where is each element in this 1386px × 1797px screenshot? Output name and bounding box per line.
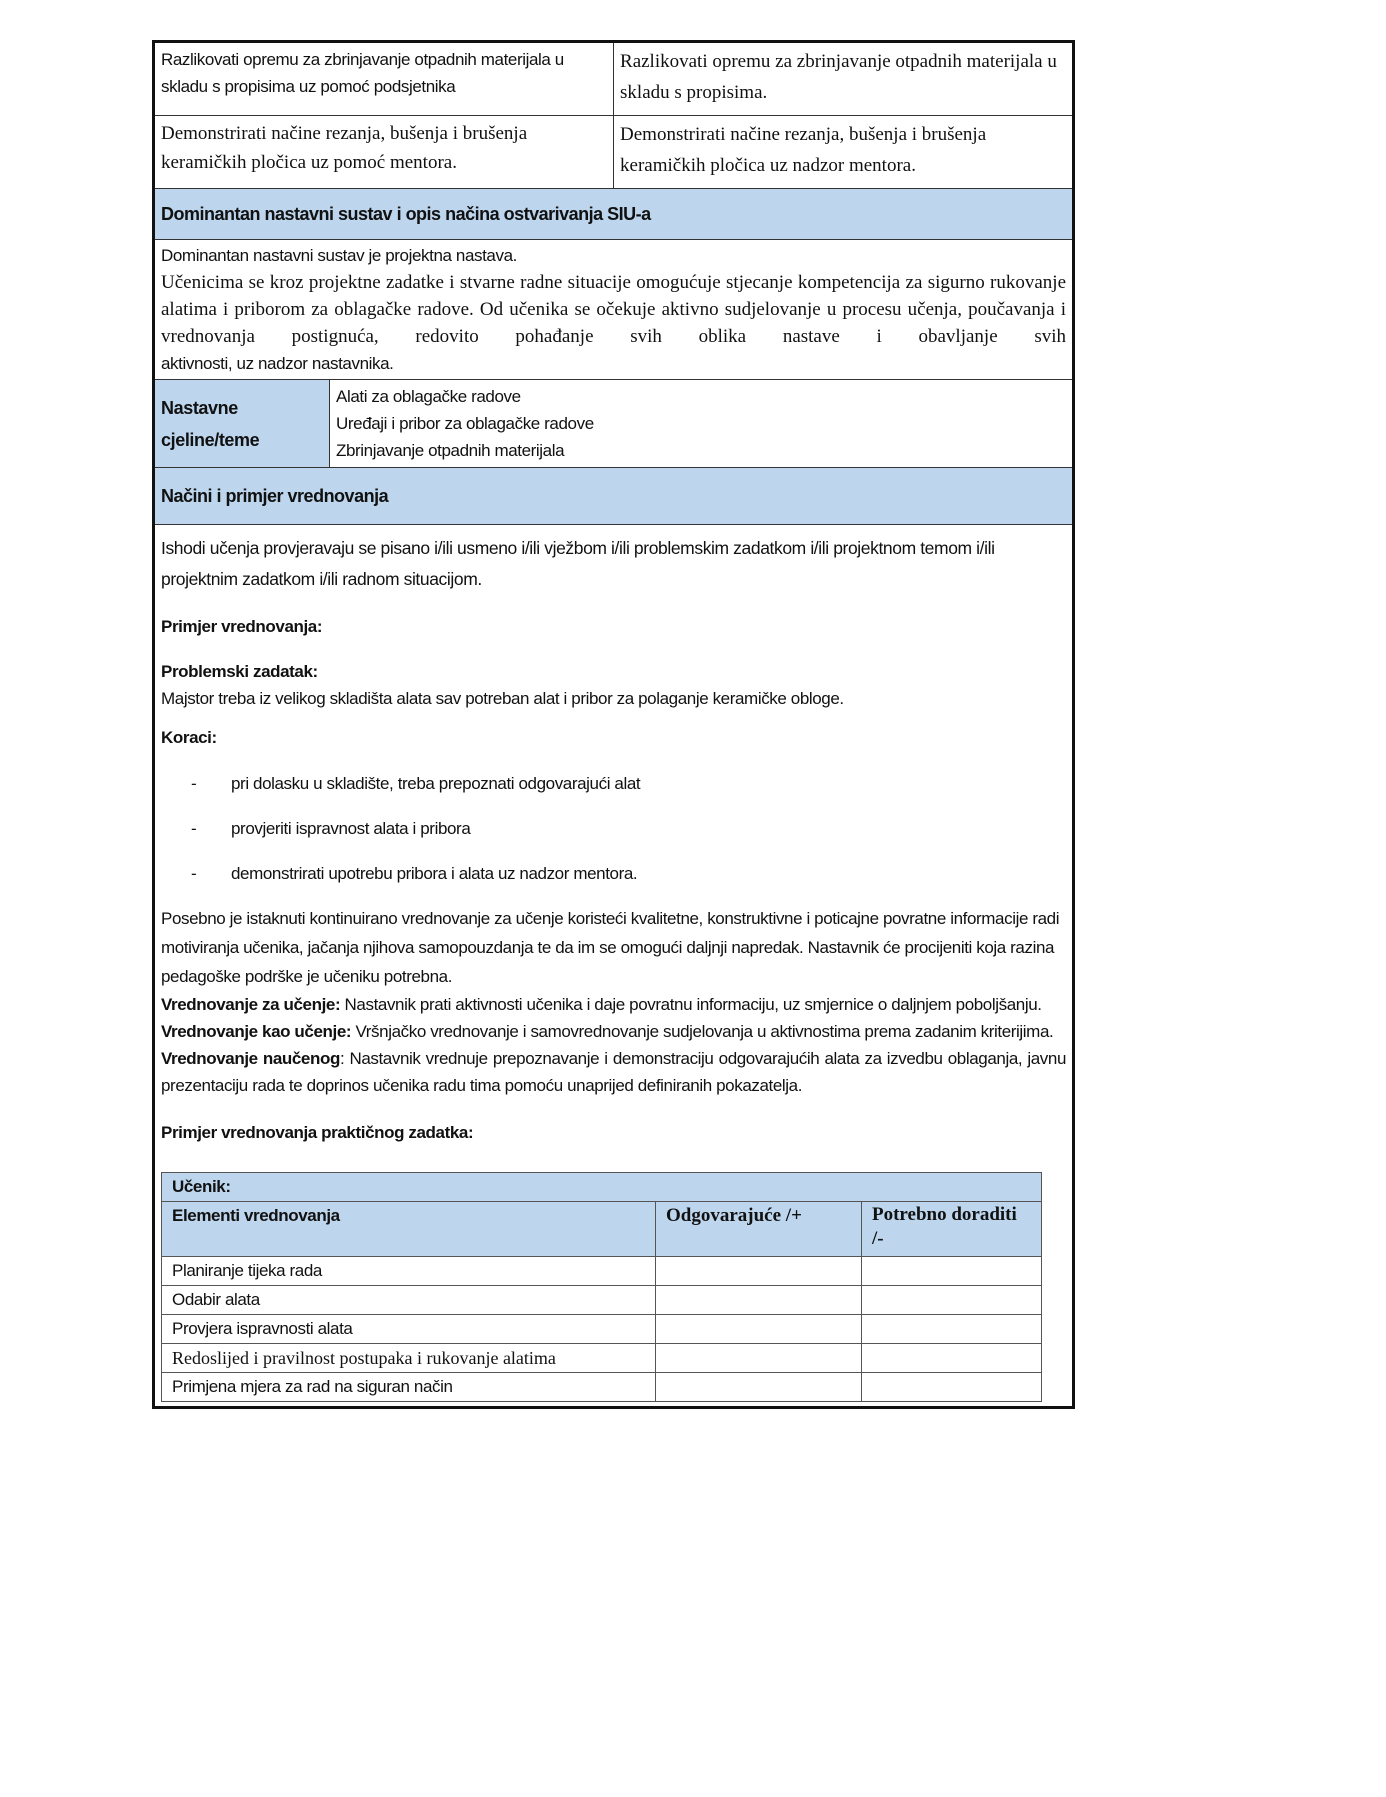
rubric-row xyxy=(162,1286,1042,1315)
of-learning-paragraph xyxy=(161,1045,1066,1099)
rubric-adequate-cell[interactable] xyxy=(656,1373,862,1402)
step-item xyxy=(161,761,1066,806)
rubric-improve-cell[interactable] xyxy=(862,1373,1042,1402)
of-learning-label: Vrednovanje naučenog xyxy=(161,1049,340,1068)
steps-heading: Koraci: xyxy=(161,728,217,747)
for-learning-label: Vrednovanje za učenje: xyxy=(161,995,341,1014)
dash-bullet-icon: - xyxy=(191,864,197,883)
problem-text: Majstor treba iz velikog skladišta alata sav potreban alat i pribor za polaganje keramičke obloge. xyxy=(161,689,844,708)
step-item xyxy=(161,806,1066,851)
rubric-improve-cell[interactable] xyxy=(862,1286,1042,1315)
themes-label-line1: Nastavne xyxy=(161,397,238,418)
rubric-improve-cell[interactable] xyxy=(862,1257,1042,1286)
outcome-row xyxy=(154,116,1074,189)
step-text: provjeriti ispravnost alata i pribora xyxy=(231,819,471,838)
as-learning-paragraph xyxy=(161,1018,1066,1045)
problem-heading: Problemski zadatak: xyxy=(161,662,318,681)
rubric-row xyxy=(162,1257,1042,1286)
evaluation-body xyxy=(154,525,1074,1408)
theme-item: Uređaji i pribor za oblagačke radove xyxy=(336,414,594,433)
step-text: pri dolasku u skladište, treba prepoznati odgovarajući alat xyxy=(231,774,641,793)
rubric-col-header: Elementi vrednovanja xyxy=(162,1202,656,1257)
continuous-evaluation-text: Posebno je istaknuti kontinuirano vrednovanje za učenje koristeći kvalitetne, konstruktivne i poticajne povratne informacije radi motiviranja učenika, jačanja njihova samopouzdanja te da im se omogući daljnji napredak. Nastavnik će procijeniti koja razina pedagoške podrške je učeniku potrebna. xyxy=(161,909,1060,986)
rubric-student-label: Učenik: xyxy=(162,1173,1042,1202)
rubric-element: Primjena mjera za rad na siguran način xyxy=(162,1373,656,1402)
outcome-left-cell: Demonstrirati načine rezanja, bušenja i brušenja keramičkih pločica uz pomoć mentora. xyxy=(154,116,614,189)
themes-list xyxy=(330,380,1074,468)
teaching-system-heading: Dominantan nastavni sustav i opis načina ostvarivanja SIU-a xyxy=(154,189,1074,240)
document-page xyxy=(152,40,1072,1409)
rubric-row xyxy=(162,1315,1042,1344)
teaching-system-text: Učenicima se kroz projektne zadatke i stvarne radne situacije omogućuje stjecanje kompetencija za sigurno rukovanje alatima i priborom za oblagačke radove. Od učenika se očekuje aktivno sudjelovanje u procesu učenja, poučavanja i vrednovanja postignuća, redovito pohađanje svih oblika nastave i obavljanje svih xyxy=(161,272,1067,347)
rubric-table xyxy=(161,1172,1042,1402)
as-learning-text: Vršnjačko vrednovanje i samovrednovanje sudjelovanja u aktivnostima prema zadanim kriterijima. xyxy=(351,1022,1054,1041)
teaching-system-last-line: aktivnosti, uz nadzor nastavnika. xyxy=(161,354,394,373)
outcome-left-cell: Razlikovati opremu za zbrinjavanje otpadnih materijala u skladu s propisima uz pomoć podsjetnika xyxy=(154,42,614,116)
step-item xyxy=(161,851,1066,896)
rubric-improve-cell[interactable] xyxy=(862,1315,1042,1344)
evaluation-intro: Ishodi učenja provjeravaju se pisano i/ili usmeno i/ili vježbom i/ili problemskim zadatkom i/ili projektnom temom i/ili projektnim zadatkom i/ili radnom situacijom. xyxy=(161,538,995,589)
rubric-row xyxy=(162,1373,1042,1402)
outcome-right-cell: Demonstrirati načine rezanja, bušenja i brušenja keramičkih pločica uz nadzor mentora. xyxy=(614,116,1074,189)
of-learning-text: : Nastavnik vrednuje prepoznavanje i demonstraciju odgovarajućih alata za izvedbu oblaganja, javnu prezentaciju rada te doprinos učenika radu tima pomoću unaprijed definiranih pokazatelja. xyxy=(161,1049,1067,1095)
for-learning-paragraph xyxy=(161,991,1066,1018)
rubric-improve-cell[interactable] xyxy=(862,1344,1042,1373)
rubric-element: Planiranje tijeka rada xyxy=(162,1257,656,1286)
themes-label xyxy=(154,380,330,468)
theme-item: Alati za oblagačke radove xyxy=(336,387,521,406)
practical-heading: Primjer vrednovanja praktičnog zadatka: xyxy=(161,1123,474,1142)
rubric-adequate-cell[interactable] xyxy=(656,1344,862,1373)
rubric-row xyxy=(162,1344,1042,1373)
example-heading: Primjer vrednovanja: xyxy=(161,617,323,636)
teaching-system-body xyxy=(154,240,1074,380)
for-learning-text: Nastavnik prati aktivnosti učenika i daje povratnu informaciju, uz smjernice o daljnjem poboljšanju. xyxy=(340,995,1042,1014)
evaluation-heading: Načini i primjer vrednovanja xyxy=(154,468,1074,525)
themes-label-line2: cjeline/teme xyxy=(161,429,260,450)
step-text: demonstrirati upotrebu pribora i alata uz nadzor mentora. xyxy=(231,864,638,883)
theme-item: Zbrinjavanje otpadnih materijala xyxy=(336,441,565,460)
rubric-element: Odabir alata xyxy=(162,1286,656,1315)
rubric-element: Provjera ispravnosti alata xyxy=(162,1315,656,1344)
teaching-system-line1: Dominantan nastavni sustav je projektna nastava. xyxy=(161,246,517,265)
outcome-right-cell: Razlikovati opremu za zbrinjavanje otpadnih materijala u skladu s propisima. xyxy=(614,42,1074,116)
dash-bullet-icon: - xyxy=(191,819,197,838)
rubric-element: Redoslijed i pravilnost postupaka i rukovanje alatima xyxy=(162,1344,656,1373)
rubric-col-header: Odgovarajuće /+ xyxy=(656,1202,862,1257)
as-learning-label: Vrednovanje kao učenje: xyxy=(161,1022,352,1041)
outcome-row xyxy=(154,42,1074,116)
rubric-col-header: Potrebno doraditi /- xyxy=(862,1202,1042,1257)
rubric-adequate-cell[interactable] xyxy=(656,1257,862,1286)
rubric-adequate-cell[interactable] xyxy=(656,1286,862,1315)
dash-bullet-icon: - xyxy=(191,774,197,793)
rubric-adequate-cell[interactable] xyxy=(656,1315,862,1344)
curriculum-table xyxy=(152,40,1075,1409)
